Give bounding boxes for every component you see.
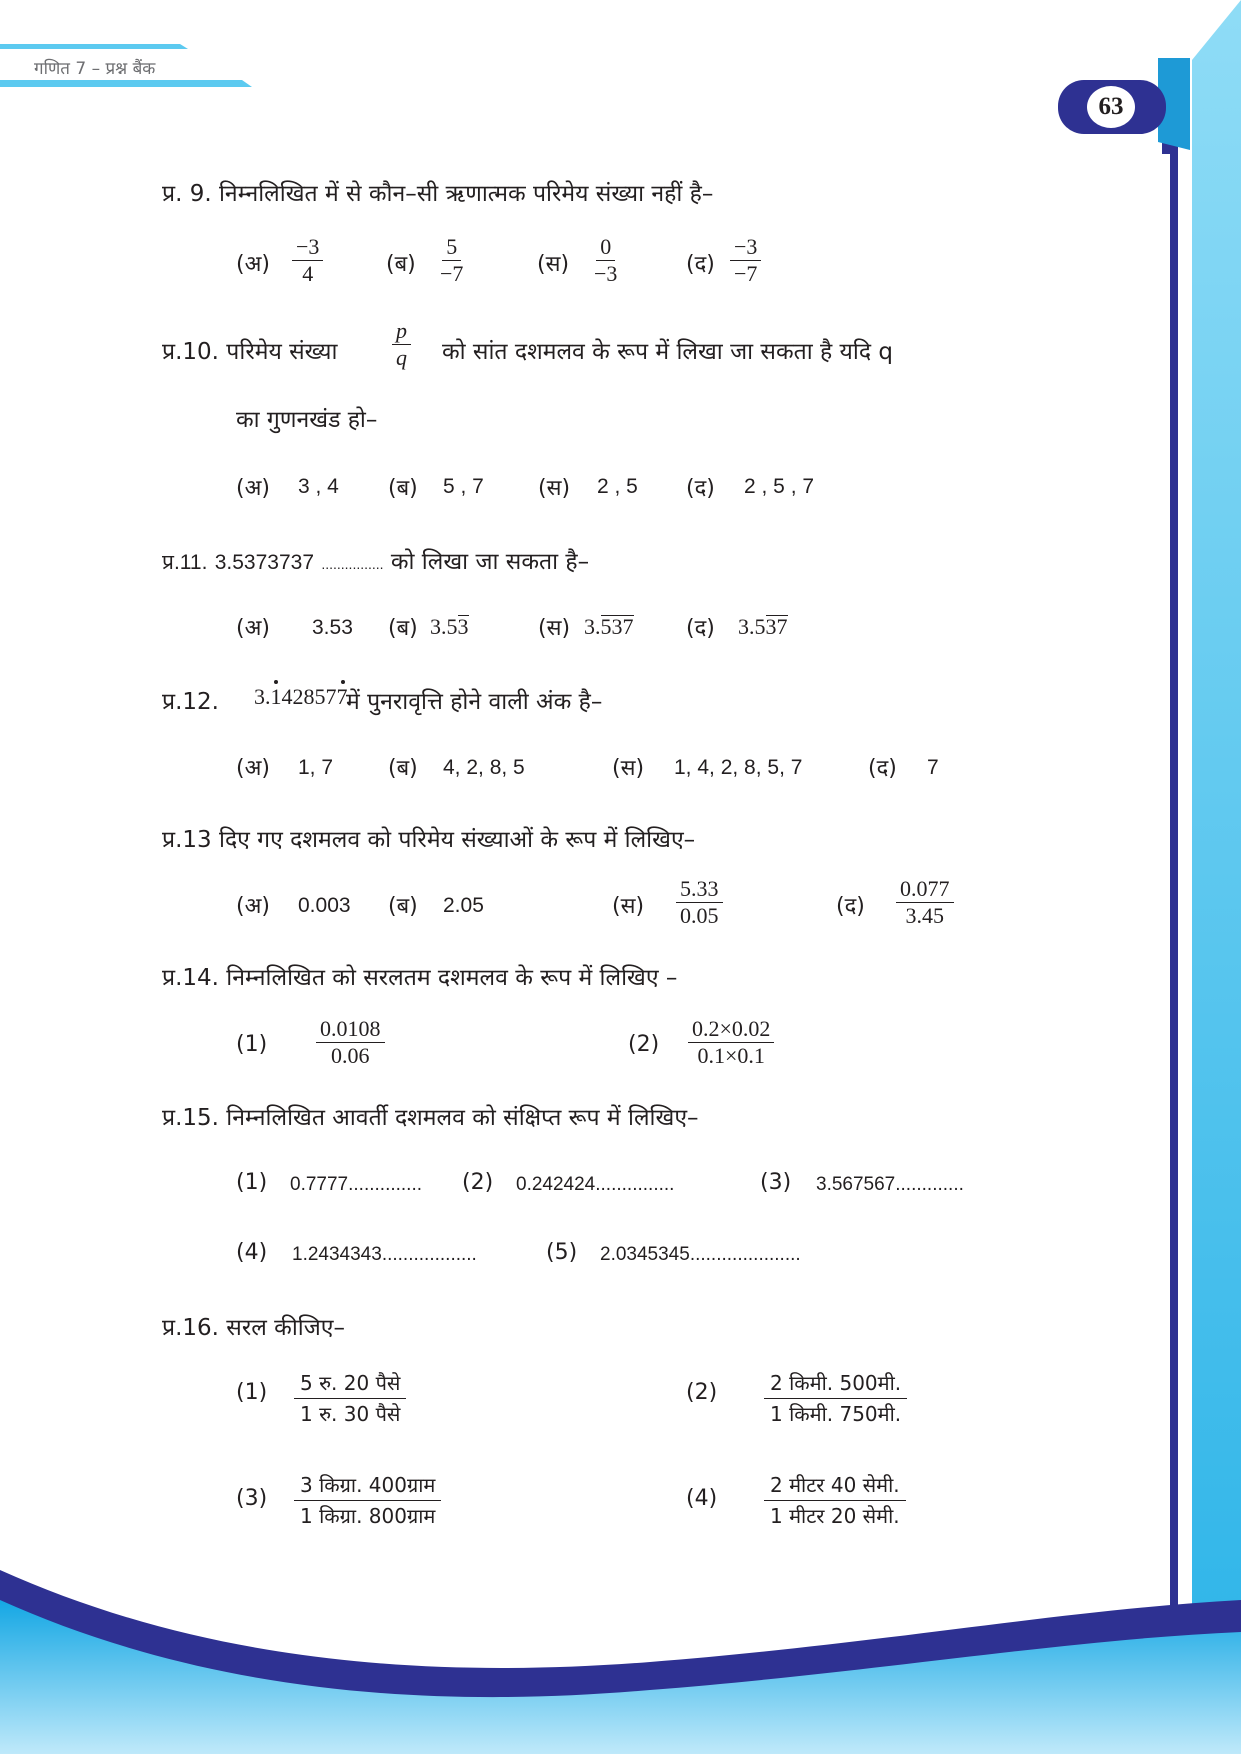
q10-option-a-mark: (अ) — [236, 476, 270, 501]
q16-item-4-den: 1 मीटर 20 सेमी. — [770, 1504, 900, 1528]
q11-option-d-mark: (द) — [686, 616, 715, 641]
q12-text: में पुनरावृत्ति होने वाली अंक है– — [346, 689, 603, 715]
q13-option-d-mark: (द) — [836, 894, 865, 919]
q11-option-b-plain: 3.5 — [430, 614, 458, 639]
q9-option-b-mark: (ब) — [386, 252, 416, 277]
q13-label: प्र.13 — [162, 827, 212, 853]
q16-item-1-den: 1 रु. 30 पैसे — [300, 1402, 401, 1426]
q11-option-d-plain: 3.5 — [738, 614, 766, 639]
q9-text: निम्नलिखित में से कौन–सी ऋणात्मक परिमेय संख्या नहीं है– — [218, 181, 714, 207]
q14-item-2-mark: (2) — [628, 1032, 660, 1057]
q9-label: प्र. 9. — [162, 181, 212, 207]
q13-option-a-mark: (अ) — [236, 894, 270, 919]
q11-question — [162, 544, 589, 576]
q16-text: सरल कीजिए– — [226, 1315, 346, 1341]
q13-option-b-value: 2.05 — [443, 894, 484, 917]
q11-option-c-repeating: 537 — [600, 614, 634, 639]
q15-item-2-value: 0.242424............... — [516, 1174, 675, 1195]
q15-item-3-value: 3.567567............. — [816, 1174, 964, 1195]
q10-fraction-num: p — [392, 318, 411, 345]
q10-text-c: का गुणनखंड हो– — [236, 407, 378, 433]
q10-option-a-value: 3 , 4 — [298, 475, 339, 498]
q9-option-c-fraction — [590, 234, 621, 287]
q16-item-1-fraction — [294, 1368, 406, 1429]
q12-option-d-mark: (द) — [868, 756, 897, 781]
q9-option-a-den: 4 — [302, 261, 314, 286]
q10-text-a: परिमेय संख्या — [226, 339, 338, 365]
q12-option-b-value: 4, 2, 8, 5 — [443, 756, 525, 779]
q14-item-1-fraction — [316, 1016, 385, 1069]
q13-question — [162, 822, 695, 854]
q10-option-c-value: 2 , 5 — [597, 475, 638, 498]
q12-dot-start — [274, 680, 278, 684]
q11-option-a-value: 3.53 — [312, 616, 353, 639]
q11-option-b-repeating: 3 — [457, 614, 469, 639]
q16-item-3-num: 3 किग्रा. 400ग्राम — [294, 1470, 441, 1501]
q12-number-a: 3. — [254, 684, 271, 709]
q10-fraction — [392, 318, 411, 371]
q9-option-c-num: 0 — [596, 234, 615, 261]
q14-item-1-num: 0.0108 — [316, 1016, 385, 1043]
q12-label: प्र.12. — [162, 689, 219, 715]
q10-option-b-value: 5 , 7 — [443, 475, 484, 498]
q12-number-d: 7 — [336, 684, 348, 709]
q13-option-b-mark: (ब) — [388, 894, 418, 919]
page-number-circle — [1087, 86, 1135, 128]
q13-text: दिए गए दशमलव को परिमेय संख्याओं के रूप में लिखिए– — [218, 827, 696, 853]
q14-label: प्र.14. — [162, 965, 219, 991]
q11-dots: ................ — [321, 556, 384, 572]
q11-option-b-value — [430, 614, 469, 640]
q14-item-2-num: 0.2×0.02 — [688, 1016, 774, 1043]
q15-question — [162, 1100, 699, 1132]
q12-option-b-mark: (ब) — [388, 756, 418, 781]
q9-option-d-mark: (द) — [686, 252, 715, 277]
q13-option-c-fraction — [676, 876, 723, 929]
q16-item-1-num: 5 रु. 20 पैसे — [294, 1368, 406, 1399]
q14-item-2-fraction — [688, 1016, 774, 1069]
q9-option-d-den: −7 — [734, 261, 758, 286]
q11-option-a-mark: (अ) — [236, 616, 270, 641]
q14-item-1-den: 0.06 — [331, 1043, 370, 1068]
q13-option-a-value: 0.003 — [298, 894, 351, 917]
q9-option-a-num: −3 — [292, 234, 323, 261]
q14-question — [162, 960, 677, 992]
q9-option-b-num: 5 — [442, 234, 461, 261]
q11-number: 3.5373737 — [214, 551, 315, 574]
q12-number — [254, 684, 348, 710]
q12-option-a-value: 1, 7 — [298, 756, 334, 779]
q15-item-5-value: 2.0345345..................... — [600, 1244, 801, 1265]
header-ribbon-lower — [0, 80, 252, 87]
q10-text-b: को सांत दशमलव के रूप में लिखा जा सकता है यदि q — [442, 339, 893, 365]
q9-option-a-fraction — [292, 234, 323, 287]
q13-option-d-fraction — [896, 876, 954, 929]
q11-option-c-mark: (स) — [538, 616, 571, 641]
q16-item-3-mark: (3) — [236, 1486, 268, 1511]
q15-item-4-mark: (4) — [236, 1240, 268, 1265]
q15-item-2-mark: (2) — [462, 1170, 494, 1195]
q16-item-2-mark: (2) — [686, 1380, 718, 1405]
header-ribbon — [0, 44, 188, 49]
q9-question — [162, 176, 713, 208]
q11-text: को लिखा जा सकता है– — [390, 549, 590, 575]
q15-item-4-value: 1.2434343.................. — [292, 1244, 477, 1265]
q16-item-2-fraction — [764, 1368, 907, 1429]
q11-option-b-mark: (ब) — [388, 616, 418, 641]
side-band — [1192, 0, 1241, 1754]
header-title: गणित 7 – प्रश्न बैंक — [34, 59, 156, 79]
q12-dot-end — [341, 680, 345, 684]
q9-option-d-fraction — [730, 234, 761, 287]
q13-option-d-num: 0.077 — [896, 876, 954, 903]
q14-item-1-mark: (1) — [236, 1032, 268, 1057]
q15-text: निम्नलिखित आवर्ती दशमलव को संक्षिप्त रूप में लिखिए– — [226, 1105, 699, 1131]
q12-number-c: 42857 — [281, 684, 337, 709]
page-number: 63 — [1098, 93, 1124, 120]
q10-label: प्र.10. — [162, 339, 219, 365]
q12-option-a-mark: (अ) — [236, 756, 270, 781]
q16-question — [162, 1310, 345, 1342]
q16-item-4-num: 2 मीटर 40 सेमी. — [764, 1470, 906, 1501]
q10-question-line1 — [162, 334, 337, 366]
q14-item-2-den: 0.1×0.1 — [697, 1043, 765, 1068]
q11-label: प्र.11. — [162, 551, 208, 574]
q14-text: निम्नलिखित को सरलतम दशमलव के रूप में लिखिए – — [226, 965, 678, 991]
q15-item-3-mark: (3) — [760, 1170, 792, 1195]
q9-option-d-num: −3 — [730, 234, 761, 261]
q12-number-b: 1 — [270, 684, 282, 709]
q11-option-c-value — [584, 614, 634, 640]
q16-item-4-fraction — [764, 1470, 906, 1531]
q15-item-5-mark: (5) — [546, 1240, 578, 1265]
q16-item-1-mark: (1) — [236, 1380, 268, 1405]
q12-option-c-value: 1, 4, 2, 8, 5, 7 — [674, 756, 803, 779]
q10-option-b-mark: (ब) — [388, 476, 418, 501]
q15-label: प्र.15. — [162, 1105, 219, 1131]
q9-option-a-mark: (अ) — [236, 252, 270, 277]
q12-option-c-mark: (स) — [612, 756, 645, 781]
side-band-dark — [1170, 60, 1178, 1620]
q9-option-c-mark: (स) — [537, 252, 570, 277]
q13-option-c-num: 5.33 — [676, 876, 723, 903]
q13-option-d-den: 3.45 — [905, 903, 944, 928]
q16-item-3-fraction — [294, 1470, 441, 1531]
q11-option-d-repeating: 37 — [765, 614, 788, 639]
q9-option-b-den: −7 — [440, 261, 464, 286]
q10-option-d-value: 2 , 5 , 7 — [744, 475, 815, 498]
q15-item-1-value: 0.7777.............. — [290, 1174, 423, 1195]
q9-option-b-fraction — [436, 234, 467, 287]
q11-option-c-plain: 3. — [584, 614, 601, 639]
q16-label: प्र.16. — [162, 1315, 219, 1341]
q13-option-c-den: 0.05 — [680, 903, 719, 928]
q9-option-c-den: −3 — [594, 261, 618, 286]
q10-option-d-mark: (द) — [686, 476, 715, 501]
q11-option-d-value — [738, 614, 788, 640]
q16-item-2-num: 2 किमी. 500मी. — [764, 1368, 907, 1399]
q10-fraction-den: q — [396, 345, 407, 370]
q10-option-c-mark: (स) — [538, 476, 571, 501]
q16-item-2-den: 1 किमी. 750मी. — [770, 1402, 902, 1426]
q12-option-d-value: 7 — [927, 756, 939, 779]
q13-option-c-mark: (स) — [612, 894, 645, 919]
q16-item-4-mark: (4) — [686, 1486, 718, 1511]
q15-item-1-mark: (1) — [236, 1170, 268, 1195]
q16-item-3-den: 1 किग्रा. 800ग्राम — [300, 1504, 436, 1528]
